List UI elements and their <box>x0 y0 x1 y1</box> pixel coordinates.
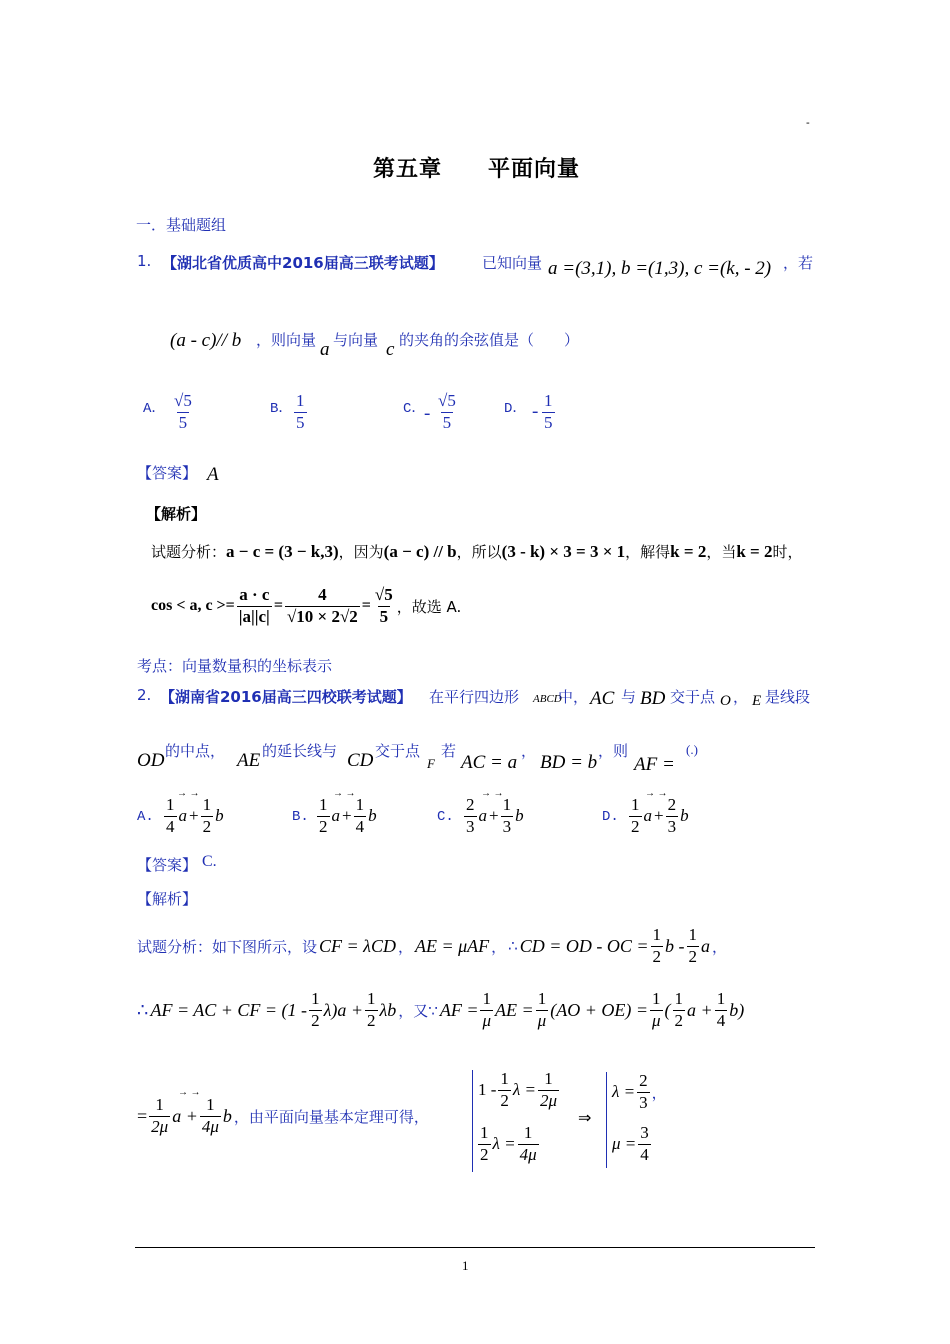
section-heading: 一．基础题组 <box>136 216 227 234</box>
q2-t8: 的延长线与 <box>262 742 338 760</box>
q2-b-arrows: → → <box>333 788 356 799</box>
q2-t12: ，则 <box>598 742 629 760</box>
q2-d-f1d: 2 <box>631 816 640 836</box>
q1-option-d-den: 5 <box>544 412 553 432</box>
q2-f: F <box>427 756 435 771</box>
q2-l1d: AE = μAF <box>414 935 490 956</box>
q1-analysis-2c: = <box>361 597 371 615</box>
chapter-title: 第五章 平面向量 <box>373 156 581 182</box>
q1-option-b-label: B． <box>270 401 293 417</box>
q2-t7: 的中点， <box>165 742 226 760</box>
q2-analysis-label: 【解析】 <box>137 890 198 908</box>
q2-t10: 若 <box>441 742 457 760</box>
q1-analysis-2-num3: √5 <box>374 585 393 604</box>
q1-option-d-label: D． <box>504 401 527 417</box>
q2-l3a: = <box>137 1105 148 1126</box>
q2-sys1b: λ = <box>512 1080 537 1100</box>
q1-analysis-1c: ，因为 <box>338 543 384 561</box>
q2-t4: 交于点 <box>670 688 716 706</box>
q2-b-f2n: 1 <box>355 795 365 814</box>
q2-bd-eq: BD = b <box>540 752 598 773</box>
q2-number: 2. <box>137 686 152 704</box>
q1-vectors: a =(3,1), b =(1,3), c =(k, - 2) <box>548 258 772 279</box>
q1-option-a-label: A． <box>143 401 166 417</box>
q2-l2d: λb <box>379 999 397 1020</box>
q1-condition: (a - c)// b <box>170 330 242 351</box>
q2-t9: 交于点 <box>375 742 421 760</box>
q2-l1c: ， <box>397 937 413 956</box>
q2-a-f1n: 1 <box>166 795 175 814</box>
q1-answer: A <box>207 464 219 485</box>
q1-vector-c: c <box>386 339 395 360</box>
q1-option-b-num: 1 <box>296 391 305 410</box>
q2-ae: AE <box>237 750 261 771</box>
q2-cd: CD <box>347 750 374 771</box>
q1-vector-a: a <box>320 339 330 360</box>
q2-a-f1d: 4 <box>166 816 175 836</box>
q2-a-f2d: 2 <box>202 816 212 836</box>
q1-analysis-1k: 时， <box>772 543 803 561</box>
result-brace-left <box>606 1072 607 1168</box>
q1-option-d-sign: - <box>532 401 539 422</box>
q2-b-f1d: 2 <box>319 816 328 836</box>
system-eq-1: 1 - $\frac{1}{2}$ λ = $\frac{1}{2\mu}$ <box>478 1069 558 1110</box>
q1-option-c-num: √5 <box>438 391 456 410</box>
q2-ac-eq: AC = a <box>461 752 518 773</box>
q2-ac: AC <box>590 688 615 709</box>
q2-a-f2n: 1 <box>202 795 212 814</box>
q1-option-a-den: 5 <box>178 412 188 432</box>
q2-analysis-line-3: = $\frac{1}{2\mu}$ a + $\frac{1}{4\mu}$ b ，由平面向量基本定理可得， <box>137 1095 429 1136</box>
q2-option-a-label: A. <box>137 809 154 825</box>
q2-l1a: 试题分析：如下图所示，设 <box>137 937 318 956</box>
q1-option-d-num: 1 <box>544 391 553 410</box>
q2-t6: 是线段 <box>765 688 811 706</box>
q1-option-c-value <box>436 392 458 432</box>
q2-l2g: AE = <box>495 999 534 1020</box>
result-eq-1: λ = $\frac{2}{3}$ ， <box>612 1071 667 1112</box>
q2-source: 【湖南省2016届高三四校联考试题】 <box>160 688 412 706</box>
q2-l3c: b <box>222 1105 232 1126</box>
q2-l2h: (AO + OE) = <box>550 999 648 1020</box>
q1-analysis-2-num2: 4 <box>318 585 327 604</box>
q1-analysis-2d: ，故选 A. <box>396 597 462 616</box>
q2-d-arrows: → → <box>645 788 668 799</box>
q2-l2b: AF = AC + CF = (1 - <box>150 999 308 1020</box>
q2-option-c-value: $\frac{2}{3}$ a + $\frac{1}{3}$ b <box>466 795 524 836</box>
q1-text-d: 与向量 <box>333 331 379 349</box>
q2-l1f: ∴ <box>508 937 518 956</box>
q2-c-f2n: 1 <box>502 795 512 814</box>
q2-analysis-line-2: ∴ AF = AC + CF = (1 - $\frac{1}{2}$ λ)a + $\frac{1}{2}$ λb ，又∵ AF = $\frac{1}{\mu}$ AE = $\frac{1}{\mu}$ (AO + OE) = $\frac{1}{\mu}$ ( $\frac{1}{2}$ a + $\frac{1}{4}$ b) <box>137 989 745 1030</box>
q2-t13: (.) <box>686 742 698 757</box>
q2-d-f2n: 2 <box>667 795 677 814</box>
q2-sys2b: λ = <box>492 1134 516 1154</box>
q1-analysis-2b: = <box>273 597 283 615</box>
q1-analysis-label: 【解析】 <box>146 505 207 523</box>
q1-analysis-2-num: a · c <box>239 585 270 604</box>
q2-e: E <box>752 693 762 709</box>
q2-t1: 在平行四边形 <box>429 688 520 706</box>
q2-l1h: b - <box>665 935 685 956</box>
q1-source: 【湖北省优质高中2016届高三联考试题】 <box>162 254 444 272</box>
q1-text-c: ，则向量 <box>256 331 317 349</box>
q1-analysis-1d: (a − c) // b <box>383 542 457 561</box>
q1-option-b-den: 5 <box>296 412 305 432</box>
q1-text-a: 已知向量 <box>482 254 543 272</box>
q2-d-f2d: 3 <box>667 816 677 836</box>
q2-c-arrows: → → <box>481 788 504 799</box>
q2-l2j: a + <box>687 999 713 1020</box>
q2-l2c: λ)a + <box>323 999 363 1020</box>
q2-t5: ， <box>733 688 749 706</box>
q2-res1: λ = <box>612 1082 636 1102</box>
q2-answer: C. <box>202 853 217 870</box>
q1-analysis-2-den3: 5 <box>379 606 389 626</box>
q1-analysis-1b: a − c = (3 − k,3) <box>226 542 339 561</box>
footer-rule <box>135 1247 815 1248</box>
q2-l1g: CD = OD - OC = <box>519 935 649 956</box>
q2-t3: 与 <box>621 688 637 706</box>
q1-option-b-value <box>294 392 307 432</box>
q2-option-b-value: $\frac{1}{2}$ a + $\frac{1}{4}$ b <box>319 795 377 836</box>
q1-analysis-line-1 <box>151 541 803 562</box>
q2-c-f1n: 2 <box>466 795 475 814</box>
q2-res-end: ， <box>651 1083 667 1102</box>
q2-option-a-value: $\frac{1}{4}$ a + $\frac{1}{2}$ b <box>166 795 224 836</box>
q2-option-d-label: D. <box>602 809 619 825</box>
q2-b-f1n: 1 <box>319 795 328 814</box>
q1-option-c-sign: - <box>424 403 431 424</box>
q2-a-arrows: → → <box>177 788 200 799</box>
system-eq-2: $\frac{1}{2}$ λ = $\frac{1}{4\mu}$ <box>480 1123 537 1164</box>
q1-text-b: ，若 <box>783 254 814 272</box>
q1-analysis-1j: k = 2 <box>736 542 773 561</box>
q2-od: OD <box>137 750 165 771</box>
q2-l2a: ∴ <box>137 999 149 1021</box>
q2-l2f: AF = <box>439 999 479 1020</box>
q2-l3-arrows: → → <box>178 1087 201 1098</box>
q1-answer-label: 【答案】 <box>137 464 198 482</box>
q1-analysis-2-den: |a||c| <box>238 606 270 626</box>
header-mark: - <box>806 116 810 129</box>
q2-d-f1n: 1 <box>631 795 640 814</box>
q2-arrow: ⇒ <box>578 1110 592 1127</box>
q2-answer-label: 【答案】 <box>137 856 198 874</box>
q1-analysis-line-2 <box>151 586 461 626</box>
q1-point: 考点：向量数量积的坐标表示 <box>137 657 333 675</box>
q2-af-eq: AF = <box>634 754 675 775</box>
q2-l2e: ，又∵ <box>398 1001 438 1020</box>
q1-analysis-1e: ，所以 <box>456 543 502 561</box>
q2-b-f2d: 4 <box>355 816 365 836</box>
q2-abcd: ABCD <box>533 693 562 705</box>
q2-l1i: a <box>701 935 711 956</box>
q2-l1j: ， <box>712 937 728 956</box>
q2-option-c-label: C. <box>437 809 454 825</box>
q1-analysis-1h: k = 2 <box>670 542 707 561</box>
result-eq-2: μ = $\frac{3}{4}$ <box>612 1123 649 1164</box>
q1-option-c-label: C． <box>403 401 426 417</box>
q2-t2: 中， <box>558 688 589 706</box>
q1-analysis-1a: 试题分析： <box>151 543 227 561</box>
q2-t11: ， <box>521 742 537 760</box>
q2-bd: BD <box>640 688 666 709</box>
q2-sys1a: 1 - <box>478 1080 497 1100</box>
page-number: 1 <box>462 1258 469 1273</box>
q2-analysis-line-1: 试题分析：如下图所示，设 CF = λCD ， AE = μAF ， ∴ CD = OD - OC = $\frac{1}{2}$ b - $\frac{1}{2}$ a ， <box>137 925 728 966</box>
q1-analysis-2a: cos < a, c >= <box>151 597 235 615</box>
q2-c-f1d: 3 <box>466 816 475 836</box>
q2-c-f2d: 3 <box>502 816 512 836</box>
q2-l3b: a + <box>172 1105 198 1126</box>
q1-text-e: 的夹角的余弦值是（ ） <box>399 331 580 349</box>
q1-analysis-1i: ，当 <box>706 543 737 561</box>
q2-res2: μ = <box>612 1134 637 1154</box>
q2-l2i: ( <box>664 999 671 1020</box>
q2-o: O <box>720 693 731 709</box>
q2-l3d: ，由平面向量基本定理可得， <box>233 1107 429 1126</box>
q1-option-d-value <box>542 392 555 432</box>
q1-analysis-1f: (3 - k) × 3 = 3 × 1 <box>501 542 626 561</box>
q1-option-a-value <box>172 392 194 432</box>
q1-option-a-num: √5 <box>174 391 192 410</box>
q1-analysis-1g: ，解得 <box>625 543 671 561</box>
q2-l1b: CF = λCD <box>319 935 396 956</box>
system-brace-left <box>472 1070 473 1172</box>
q1-analysis-2-den2: √10 × 2√2 <box>286 606 358 626</box>
q2-option-b-label: B. <box>292 809 309 825</box>
q2-l2k: b) <box>729 999 745 1020</box>
q2-l1e: ， <box>491 937 507 956</box>
q1-option-c-den: 5 <box>442 412 452 432</box>
q1-number: 1. <box>137 252 152 270</box>
q2-option-d-value: $\frac{1}{2}$ a + $\frac{2}{3}$ b <box>631 795 689 836</box>
